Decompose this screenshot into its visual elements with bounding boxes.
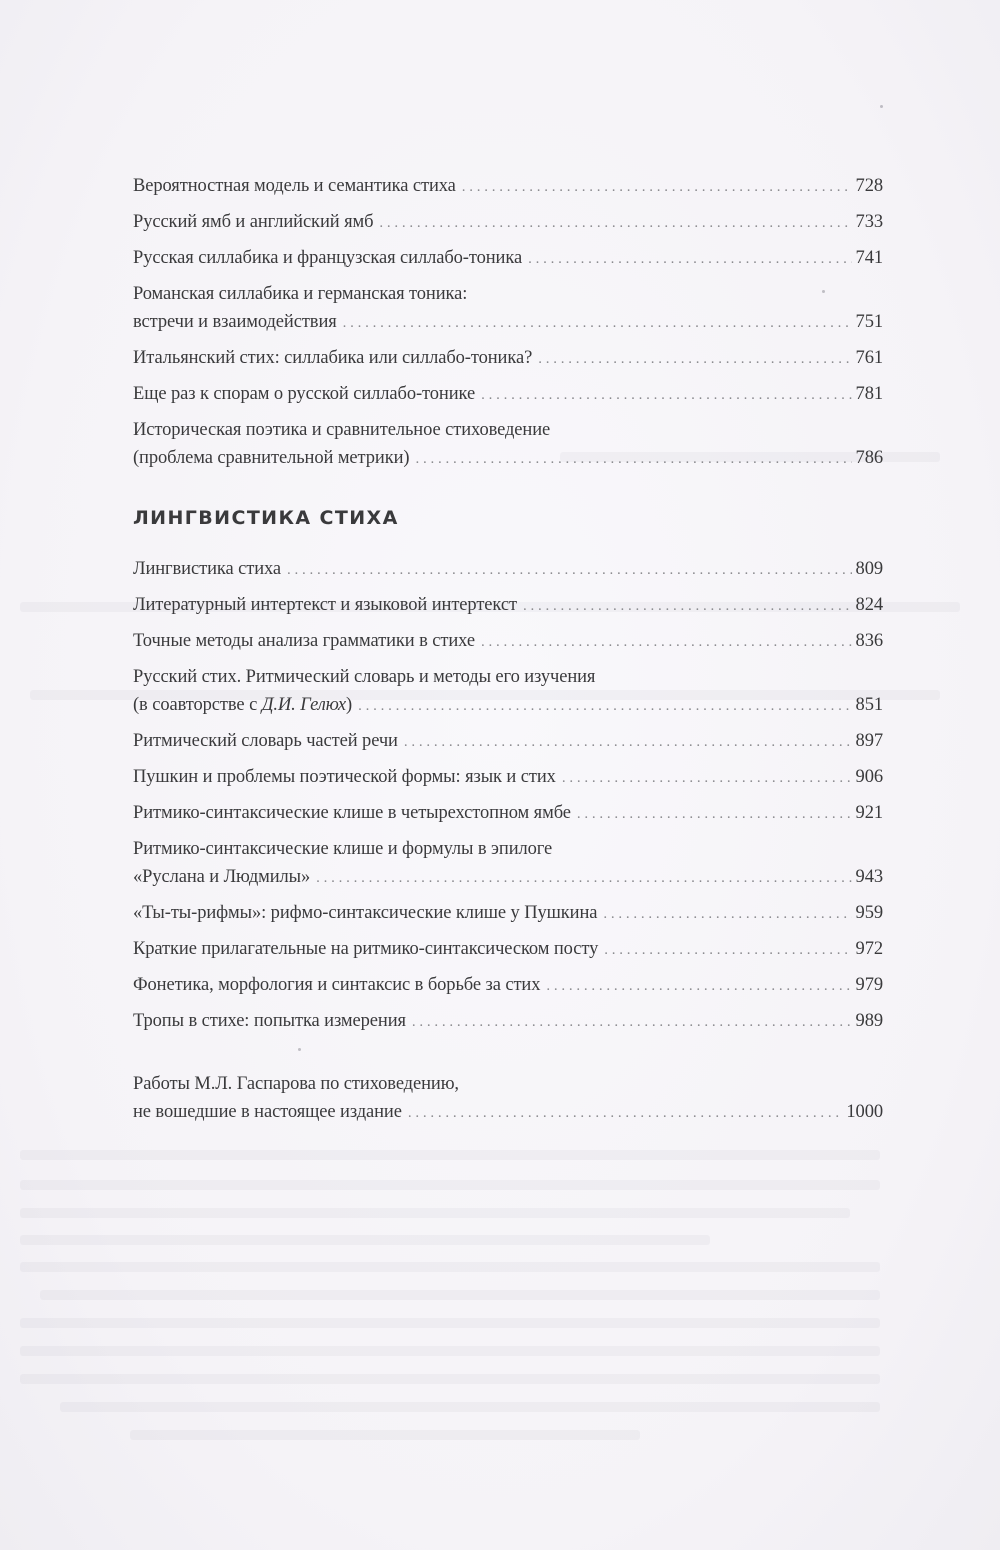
toc-entry-title: Краткие прилагательные на ритмико-синтаксическом посту — [133, 939, 599, 959]
toc-entry-title: Пушкин и проблемы поэтической формы: язык и стих — [133, 767, 556, 787]
toc-entry[interactable] — [133, 280, 883, 337]
toc-entry-page: 751 — [855, 312, 883, 332]
toc-entry[interactable] — [133, 380, 883, 409]
toc-entry[interactable] — [133, 244, 883, 273]
toc-entry-title: Ритмико-синтаксические клише в четырехстопном ямбе — [133, 803, 571, 823]
toc-entry-page: 761 — [855, 348, 883, 368]
leader-dots — [287, 556, 852, 584]
toc-entry-page: 781 — [855, 384, 883, 404]
toc-entry-page: 786 — [855, 448, 883, 468]
toc-entry-page: 897 — [855, 731, 883, 751]
toc-entry-title-line-2: встречи и взаимодействия — [133, 312, 337, 332]
leader-dots — [316, 864, 851, 892]
leader-dots — [462, 173, 852, 201]
leader-dots — [412, 1008, 852, 1036]
leader-dots — [538, 345, 851, 373]
show-through-line — [20, 1235, 710, 1245]
toc-entry[interactable] — [133, 591, 883, 620]
leader-dots — [546, 972, 851, 1000]
leader-dots — [343, 309, 852, 337]
toc-entry-page: 921 — [855, 803, 883, 823]
toc-entry-title: Лингвистика стиха — [133, 559, 282, 579]
leader-dots — [603, 900, 851, 928]
toc-entry[interactable] — [133, 555, 883, 584]
toc-entry[interactable] — [133, 971, 883, 1000]
leader-dots — [415, 445, 851, 473]
toc-entry[interactable] — [133, 799, 883, 828]
toc-entry-page: 1000 — [846, 1102, 883, 1122]
toc-entry-title-line-1: Русский стих. Ритмический словарь и методы его изучения — [133, 667, 596, 687]
toc-entry[interactable] — [133, 208, 883, 237]
toc-entry-title: Вероятностная модель и семантика стиха — [133, 176, 456, 196]
show-through-line — [20, 1180, 880, 1190]
toc-entry[interactable] — [133, 172, 883, 201]
toc-entry[interactable] — [133, 835, 883, 892]
coauthor-name: Д.И. Гелюх — [261, 695, 347, 715]
toc-entry[interactable] — [133, 1007, 883, 1036]
toc-entry-title-line-2: «Руслана и Людмилы» — [133, 867, 311, 887]
coauthor-close: ) — [346, 695, 353, 715]
toc-entry-title: Русская силлабика и французская силлабо-тоника — [133, 248, 523, 268]
toc-entry-title: «Ты-ты-рифмы»: рифмо-синтаксические клише у Пушкина — [133, 903, 598, 923]
toc-entry-title-line-2 — [133, 691, 352, 719]
coauthor-prefix: (в соавторстве с — [133, 695, 262, 715]
toc-entry[interactable] — [133, 727, 883, 756]
leader-dots — [528, 245, 851, 273]
toc-entry-title-line-2: (проблема сравнительной метрики) — [133, 448, 410, 468]
toc-entry[interactable] — [133, 935, 883, 964]
toc-entry-title: Русский ямб и английский ямб — [133, 212, 374, 232]
leader-dots — [481, 628, 852, 656]
show-through-line — [20, 1150, 880, 1160]
toc-entry-title-line-1: Историческая поэтика и сравнительное стиховедение — [133, 420, 551, 440]
toc-entry-title-line-1: Романская силлабика и германская тоника: — [133, 284, 468, 304]
paper-speck — [880, 105, 883, 108]
toc-entry-title: Итальянский стих: силлабика или силлабо-тоника? — [133, 348, 533, 368]
toc-entry-title: Ритмический словарь частей речи — [133, 731, 398, 751]
toc-entry-page: 943 — [855, 867, 883, 887]
toc-entry[interactable] — [133, 344, 883, 373]
toc-entry-title: Тропы в стихе: попытка измерения — [133, 1011, 406, 1031]
leader-dots — [379, 209, 851, 237]
show-through-line — [20, 1208, 850, 1218]
toc-entry[interactable] — [133, 899, 883, 928]
toc-entry-title-line-1: Ритмико-синтаксические клише и формулы в эпилоге — [133, 839, 553, 859]
toc-entry[interactable] — [133, 663, 883, 720]
toc-entry-page: 741 — [855, 248, 883, 268]
toc-entry-title: Еще раз к спорам о русской силлабо-тонике — [133, 384, 476, 404]
toc-entry-title: Точные методы анализа грамматики в стихе — [133, 631, 475, 651]
toc-entry-page: 836 — [855, 631, 883, 651]
show-through-line — [20, 1318, 880, 1328]
show-through-line — [20, 1374, 880, 1384]
show-through-line — [40, 1290, 880, 1300]
toc-entry[interactable] — [133, 763, 883, 792]
toc-entry-page: 851 — [855, 695, 883, 715]
show-through-line — [60, 1402, 880, 1412]
toc-entry-title: Фонетика, морфология и синтаксис в борьбе за стих — [133, 975, 541, 995]
toc-entry-title-line-2: не вошедшие в настоящее издание — [133, 1102, 402, 1122]
toc-entry[interactable] — [133, 1070, 883, 1127]
show-through-line — [130, 1430, 640, 1440]
toc-entry-title-line-1: Работы М.Л. Гаспарова по стиховедению, — [133, 1074, 459, 1094]
leader-dots — [408, 1099, 843, 1127]
show-through-line — [20, 1262, 880, 1272]
show-through-line — [20, 1346, 880, 1356]
section-heading: ЛИНГВИСТИКА СТИХА — [133, 507, 399, 529]
toc-entry-page: 809 — [855, 559, 883, 579]
toc-entry-page: 824 — [855, 595, 883, 615]
toc-entry-page: 728 — [855, 176, 883, 196]
toc-entry-page: 906 — [855, 767, 883, 787]
toc-entry[interactable] — [133, 627, 883, 656]
leader-dots — [358, 692, 851, 720]
toc-entry-page: 989 — [855, 1011, 883, 1031]
section-gap — [133, 1036, 883, 1070]
toc-entry-page: 972 — [855, 939, 883, 959]
toc-entry-page: 979 — [855, 975, 883, 995]
leader-dots — [562, 764, 852, 792]
table-of-contents — [133, 172, 883, 1127]
toc-entry[interactable] — [133, 416, 883, 473]
toc-entry-page: 733 — [855, 212, 883, 232]
leader-dots — [404, 728, 852, 756]
leader-dots — [481, 381, 851, 409]
leader-dots — [604, 936, 851, 964]
leader-dots — [577, 800, 852, 828]
leader-dots — [523, 592, 852, 620]
toc-entry-title: Литературный интертекст и языковой интертекст — [133, 595, 517, 615]
toc-entry-page: 959 — [855, 903, 883, 923]
